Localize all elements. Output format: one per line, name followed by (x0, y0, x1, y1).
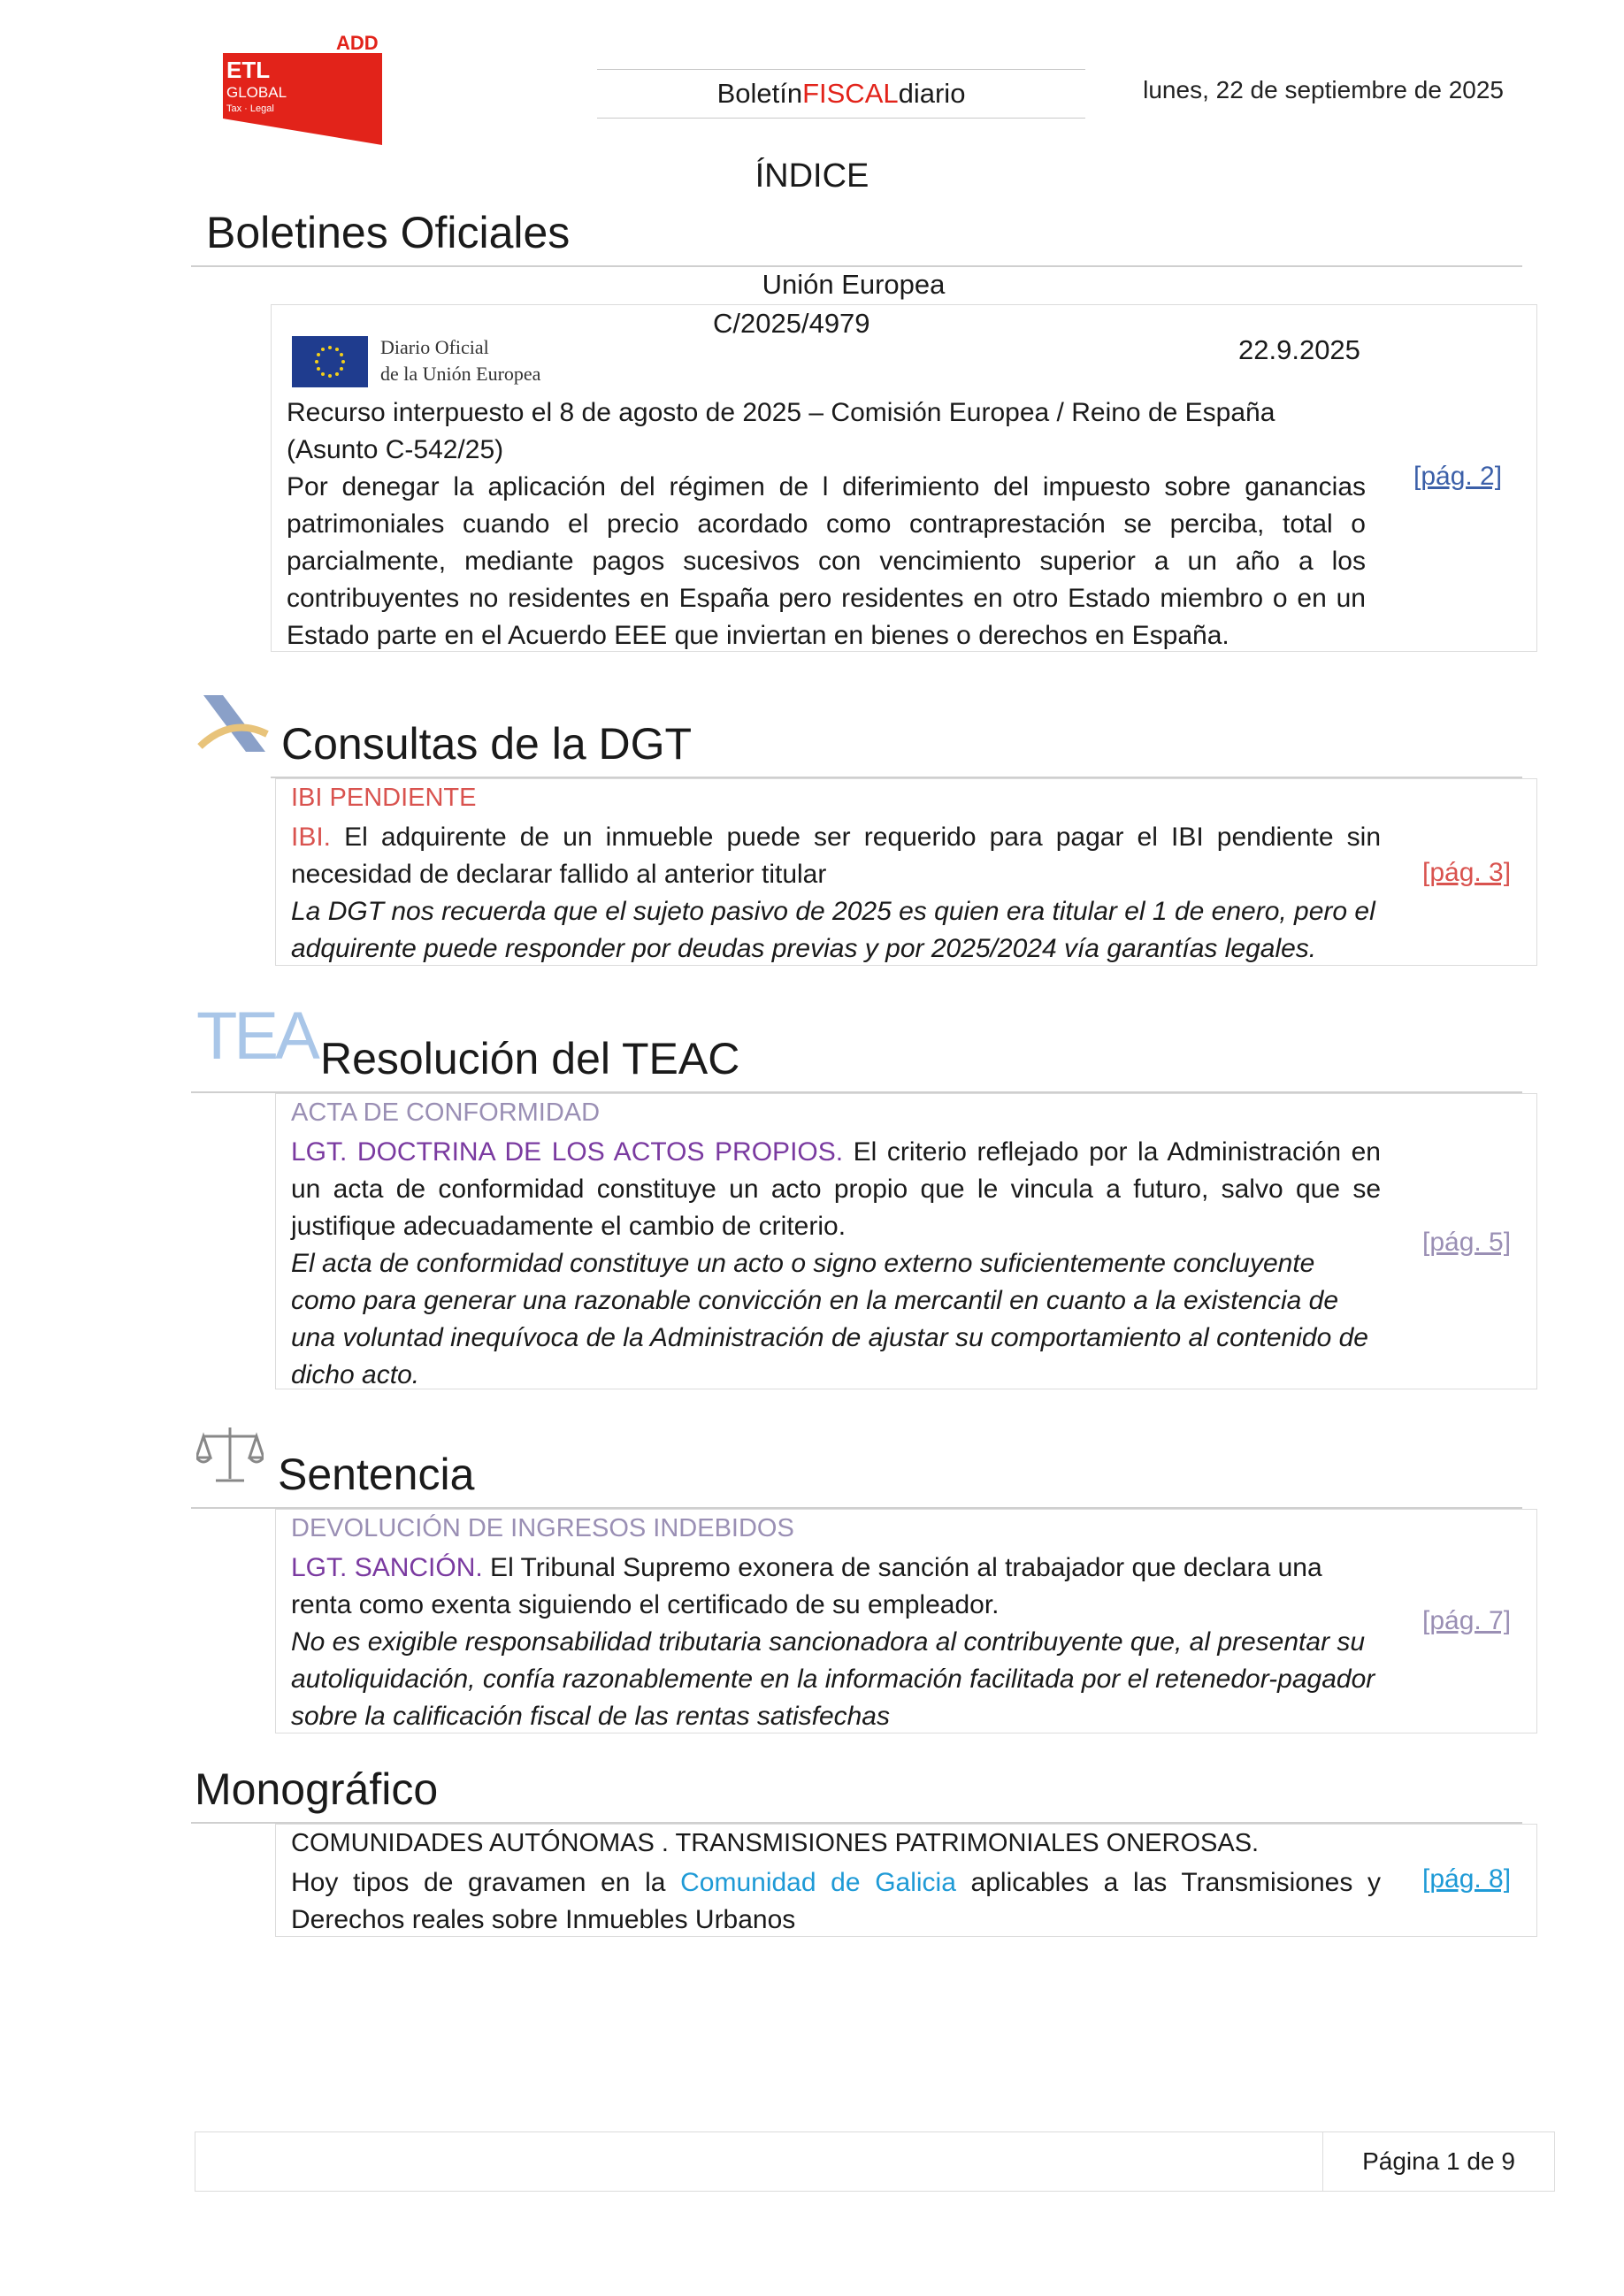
page-link-7[interactable]: [pág. 7] (1422, 1606, 1512, 1635)
section-title-dgt: Consultas de la DGT (281, 719, 693, 769)
doue-date: 22.9.2025 (1238, 334, 1360, 365)
sentencia-entry-text (291, 1550, 1381, 1624)
logo-taxlegal-text: Tax · Legal (226, 103, 274, 114)
index-title: ÍNDICE (755, 157, 869, 195)
dgt-text: El adquirente de un inmueble puede ser requerido para pagar el IBI pendiente sin necesidad de declarar fallido al anterior titular (291, 823, 1381, 889)
bulletin-title (597, 69, 1085, 119)
monografico-heading: COMUNIDADES AUTÓNOMAS . TRANSMISIONES PATRIMONIALES ONEROSAS. (291, 1829, 1260, 1857)
doue-line1: Diario Oficial (380, 336, 489, 358)
footer-page-number: Página 1 de 9 (1322, 2131, 1555, 2192)
section-title-sentencia: Sentencia (278, 1450, 475, 1499)
dgt-entry-text (291, 819, 1381, 893)
page-link-8[interactable]: [pág. 8] (1422, 1864, 1512, 1894)
page-link-3[interactable]: [pág. 3] (1422, 858, 1512, 887)
monografico-text-post: aplicables a las Transmisiones y Derechos reales sobre Inmuebles Urbanos (291, 1868, 1381, 1934)
dgt-italic: La DGT nos recuerda que el sujeto pasivo de 2025 es quien era titular el 1 de enero, pero el adquirente puede responder por deudas previas y por 2025/2024 vía garantías legales. (291, 897, 1375, 963)
footer-left-cell (195, 2131, 1323, 2192)
title-pre: Boletín (716, 78, 803, 109)
header-date: lunes, 22 de septiembre de 2025 (1143, 76, 1504, 103)
teac-text: El criterio reflejado por la Administración en un acta de conformidad constituye un acto propio que le vincula a futuro, salvo que se justifique adecuadamente el cambio de criterio. (291, 1137, 1381, 1241)
doue-logo-text (380, 334, 540, 387)
section-title-boletines: Boletines Oficiales (206, 208, 571, 257)
sentencia-category: DEVOLUCIÓN DE INGRESOS INDEBIDOS (291, 1514, 794, 1542)
eu-flag-icon (292, 336, 368, 387)
logo-global-text: GLOBAL (226, 84, 287, 101)
scales-of-justice-icon (196, 1422, 264, 1486)
logo-add-text: ADD (336, 34, 379, 54)
title-post: diario (898, 78, 966, 109)
teac-italic: El acta de conformidad constituye un acto o signo externo suficientemente concluyente como para generar una razonable convicción en la mercantil en cuanto a la existencia de una voluntad inequívoca de la Administración de ajustar su comportamiento al contenido de dicho acto. (291, 1249, 1368, 1389)
dgt-category: IBI PENDIENTE (291, 784, 477, 812)
section-title-teac: Resolución del TEAC (320, 1034, 740, 1083)
section-divider (191, 265, 1522, 267)
page-link-5[interactable]: [pág. 5] (1422, 1228, 1512, 1257)
sentencia-italic: No es exigible responsabilidad tributaria sancionadora al contribuyente que, al presentar su autoliquidación, confía razonablemente en la información facilitada por el retenedor-pagador sobre la calificación fiscal de las rentas satisfechas (291, 1627, 1375, 1731)
entry-heading: Recurso interpuesto el 8 de agosto de 2025 – Comisión Europea / Reino de España (Asunto C-542/25) (287, 398, 1275, 464)
page-link-2[interactable]: [pág. 2] (1413, 462, 1503, 491)
section-subtitle-ue: Unión Europea (762, 269, 946, 300)
section-title-monografico: Monográfico (195, 1764, 439, 1814)
doue-line2: de la Unión Europea (380, 363, 541, 385)
logo-etl-text: ETL (226, 57, 271, 83)
teac-entry-text (291, 1134, 1381, 1245)
etl-global-logo (214, 34, 382, 145)
monografico-text-pre: Hoy tipos de gravamen en la (291, 1868, 681, 1897)
monografico-highlight: Comunidad de Galicia (680, 1868, 956, 1897)
sentencia-text: El Tribunal Supremo exonera de sanción al trabajador que declara una renta como exenta siguiendo el certificado de su empleador. (291, 1553, 1322, 1619)
dgt-tag: IBI. (291, 823, 332, 852)
monografico-text (291, 1864, 1381, 1939)
aeat-logo-icon (196, 690, 271, 759)
tea-logo-icon: TEA (196, 999, 317, 1074)
doc-id: C/2025/4979 (713, 308, 870, 339)
teac-tag: LGT. DOCTRINA DE LOS ACTOS PROPIOS. (291, 1137, 844, 1167)
title-fiscal: FISCAL (802, 78, 899, 109)
teac-category: ACTA DE CONFORMIDAD (291, 1098, 601, 1127)
sentencia-tag: LGT. SANCIÓN. (291, 1553, 483, 1582)
entry-body: Por denegar la aplicación del régimen de l diferimiento del impuesto sobre ganancias patrimoniales cuando el precio acordado como contraprestación se perciba, total o parcialmente, mediante pagos sucesivos con vencimiento superior a un año a los contribuyentes no residentes en España pero residentes en otro Estado miembro o en un Estado parte en el Acuerdo EEE que inviertan en bienes o derechos en España. (287, 472, 1366, 650)
